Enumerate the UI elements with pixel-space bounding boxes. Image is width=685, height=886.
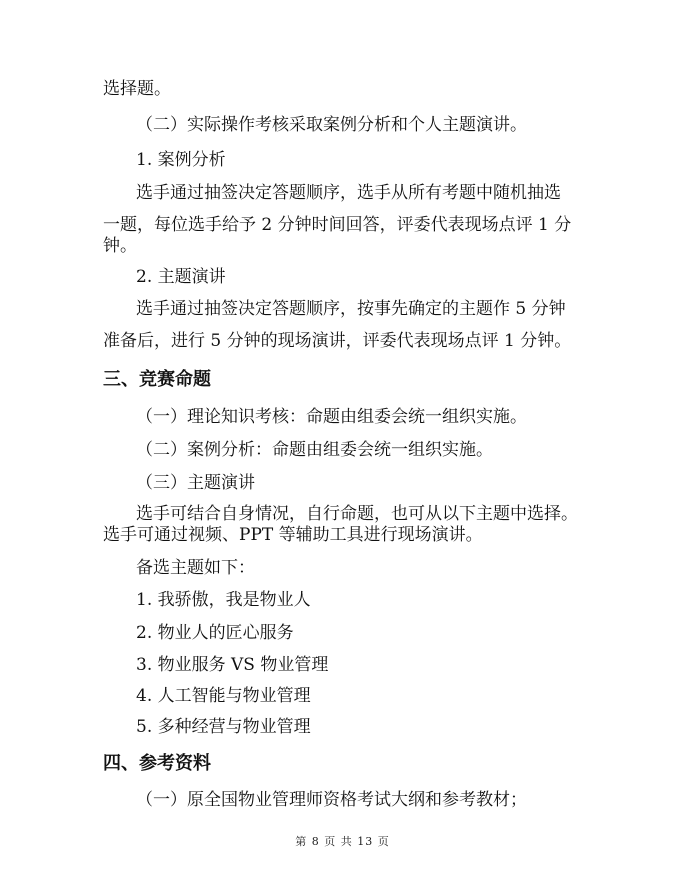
- text-line: 一题，每位选手给予 2 分钟时间回答，评委代表现场点评 1 分: [103, 215, 572, 235]
- text-line: （一）理论知识考核：命题由组委会统一组织实施。: [136, 407, 527, 427]
- section-heading: 四、参考资料: [103, 753, 211, 774]
- list-item: 4. 人工智能与物业管理: [136, 686, 311, 706]
- list-item: 2. 物业人的匠心服务: [136, 623, 294, 643]
- section-heading: 三、竞赛命题: [103, 369, 211, 390]
- text-line: 选手通过抽签决定答题顺序，按事先确定的主题作 5 分钟: [136, 299, 566, 319]
- page-number: 第 8 页 共 13 页: [295, 835, 390, 848]
- text-line: （二）案例分析：命题由组委会统一组织实施。: [136, 440, 493, 460]
- text-line: 备选主题如下：: [136, 558, 255, 578]
- text-line: 选手可通过视频、PPT 等辅助工具进行现场演讲。: [103, 525, 483, 545]
- text-line: 选择题。: [103, 79, 171, 99]
- text-line: 2. 主题演讲: [136, 267, 226, 287]
- text-line: 1. 案例分析: [136, 150, 226, 170]
- text-line: 钟。: [103, 236, 137, 256]
- list-item: 3. 物业服务 VS 物业管理: [136, 655, 329, 675]
- list-item: 5. 多种经营与物业管理: [136, 717, 311, 737]
- text-line: （三）主题演讲: [136, 473, 255, 493]
- text-line: 选手通过抽签决定答题顺序，选手从所有考题中随机抽选: [136, 183, 561, 203]
- text-line: （二）实际操作考核采取案例分析和个人主题演讲。: [136, 115, 527, 135]
- text-line: 准备后，进行 5 分钟的现场演讲，评委代表现场点评 1 分钟。: [103, 331, 572, 351]
- text-line: （一）原全国物业管理师资格考试大纲和参考教材；: [136, 790, 527, 810]
- text-line: 选手可结合自身情况，自行命题，也可从以下主题中选择。: [136, 504, 578, 524]
- list-item: 1. 我骄傲，我是物业人: [136, 590, 311, 610]
